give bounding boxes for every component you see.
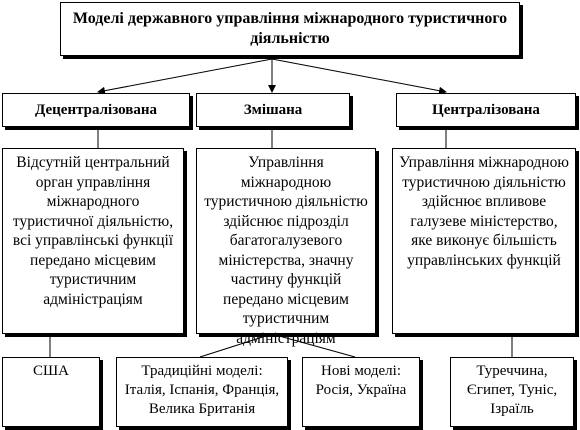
- header-decentralized-label: Децентралізована: [34, 101, 158, 118]
- header-mixed-label: Змішана: [243, 101, 303, 118]
- example-mixed-new: [302, 357, 420, 427]
- description-decentralized-text: Відсутній центральний орган управління міжнародного туристичної діяльністю, всі управлінські функції передано місцевим туристичним адміністраціям: [12, 154, 174, 308]
- diagram-title: Моделі державного управління міжнародного туристичного діяльністю: [72, 10, 508, 47]
- diagram-title-box: [60, 2, 520, 56]
- header-mixed: [196, 93, 350, 127]
- description-centralized: [392, 148, 576, 334]
- description-mixed: [196, 148, 376, 347]
- arrow-to-decentralized: [98, 59, 272, 92]
- example-mixed-traditional: [116, 357, 288, 427]
- header-decentralized: [2, 93, 190, 127]
- example-centralized-text: Туреччина, Єгипет, Туніс, Ізраїль: [466, 363, 558, 417]
- description-centralized-text: Управління міжнародною туристичною діяльністю здійснює впливове галузеве міністерство, яке виконує більшість управлінських функцій: [399, 154, 569, 269]
- example-decentralized: [2, 357, 100, 427]
- arrow-to-centralized: [272, 59, 446, 92]
- header-centralized: [396, 93, 576, 127]
- example-mixed-new-text: Нові моделі: Росія, Україна: [315, 363, 407, 398]
- example-decentralized-text: США: [33, 363, 69, 379]
- description-decentralized: [2, 148, 184, 334]
- example-mixed-traditional-text: Традиційні моделі: Італія, Іспанія, Франція, Велика Британія: [124, 363, 280, 417]
- header-centralized-label: Централізована: [432, 101, 540, 118]
- example-centralized: [450, 357, 574, 427]
- description-mixed-text: Управління міжнародною туристичною діяльністю здійснює підрозділ багатогалузевого міністерства, значну частину функцій передано місцевим туристичним адміністраціям: [204, 154, 368, 347]
